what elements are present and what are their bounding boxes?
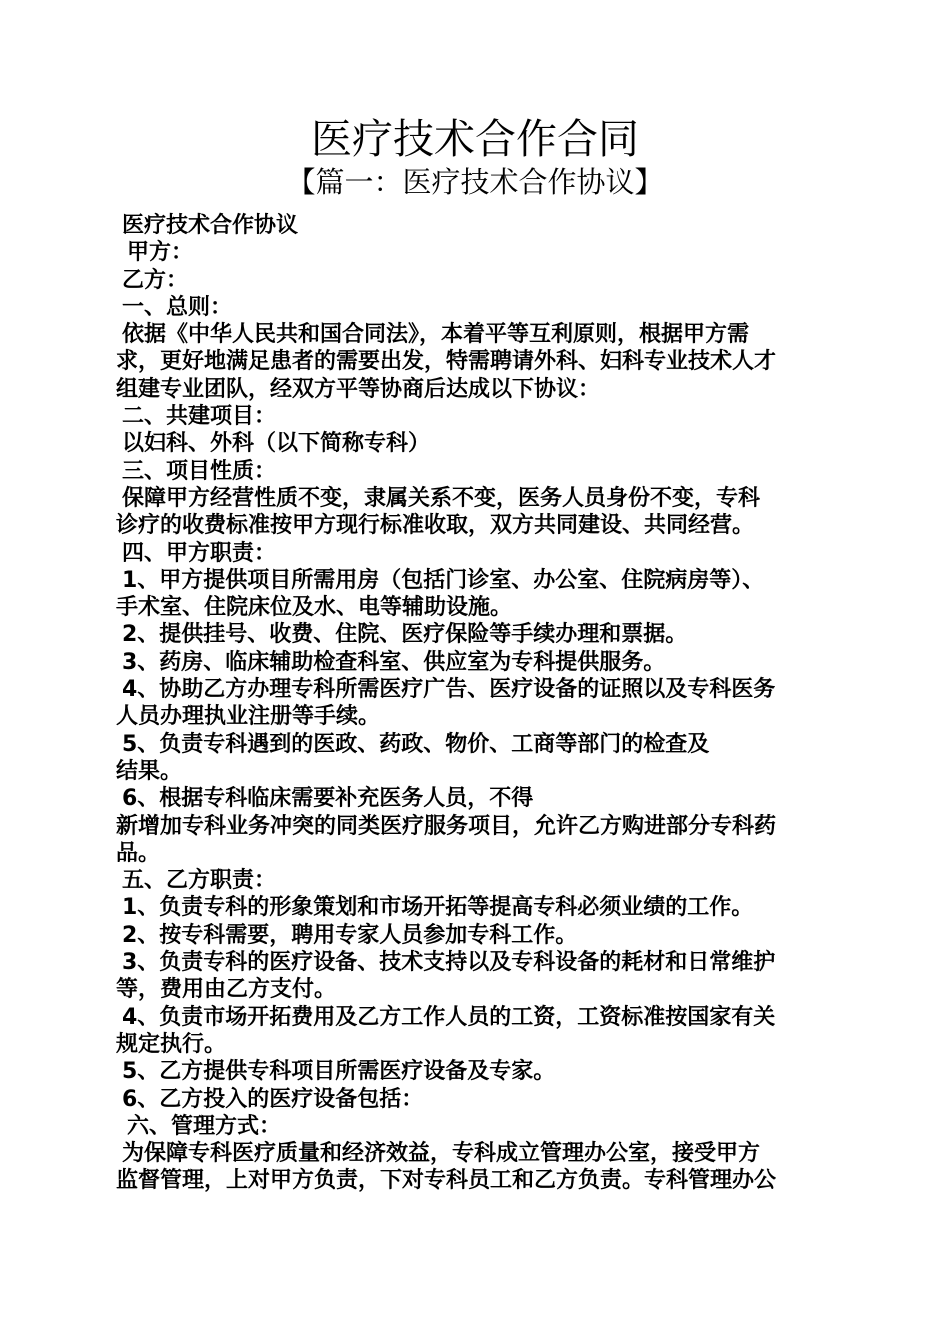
list-item: 1、负责专科的形象策划和市场开拓等提高专科必须业绩的工作。: [122, 895, 754, 921]
paragraph-line: 为保障专科医疗质量和经济效益，专科成立管理办公室，接受甲方: [122, 1141, 761, 1167]
party-a-label: 甲方：: [127, 240, 194, 266]
paragraph-line: 以妇科、外科（以下简称专科）: [122, 431, 431, 457]
list-item-continuation: 品。: [116, 840, 161, 866]
list-item: 4、负责市场开拓费用及乙方工作人员的工资，工资标准按国家有关: [122, 1004, 776, 1030]
list-item: 4、协助乙方办理专科所需医疗广告、医疗设备的证照以及专科医务: [122, 677, 776, 703]
document-body: [116, 212, 840, 1195]
paragraph-line: 监督管理，上对甲方负责，下对专科员工和乙方负责。专科管理办公: [116, 1168, 777, 1194]
section-heading-general: 一、总则：: [122, 294, 233, 320]
section-heading-project: 二、共建项目：: [122, 404, 277, 430]
list-item: 6、乙方投入的医疗设备包括：: [122, 1086, 424, 1112]
section-heading-party-a-duties: 四、甲方职责：: [122, 540, 277, 566]
list-item: 3、负责专科的医疗设备、技术支持以及专科设备的耗材和日常维护: [122, 950, 776, 976]
paragraph-line: 求，更好地满足患者的需要出发，特需聘请外科、妇科专业技术人才: [116, 349, 777, 375]
list-item: 2、按专科需要，聘用专家人员参加专科工作。: [122, 922, 578, 948]
document-title: 医疗技术合作合同: [311, 115, 639, 163]
paragraph-line: 保障甲方经营性质不变，隶属关系不变，医务人员身份不变，专科: [122, 485, 761, 511]
list-item-continuation: 等，费用由乙方支付。: [116, 977, 337, 1003]
section-heading-nature: 三、项目性质：: [122, 458, 277, 484]
paragraph-line: 组建专业团队，经双方平等协商后达成以下协议：: [116, 376, 601, 402]
section-heading-party-b-duties: 五、乙方职责：: [122, 868, 277, 894]
list-item: 6、根据专科临床需要补充医务人员，不得: [122, 786, 534, 812]
list-item-continuation: 规定执行。: [116, 1031, 227, 1057]
section-heading-agreement: 医疗技术合作协议: [122, 213, 299, 238]
paragraph-line: 诊疗的收费标准按甲方现行标准收取，双方共同建设、共同经营。: [116, 513, 755, 539]
list-item: 3、药房、临床辅助检查科室、供应室为专科提供服务。: [122, 649, 666, 675]
list-item-continuation: 新增加专科业务冲突的同类医疗服务项目，允许乙方购进部分专科药: [116, 813, 777, 839]
list-item-continuation: 结果。: [116, 758, 183, 784]
list-item-continuation: 手术室、住院床位及水、电等辅助设施。: [116, 595, 513, 621]
list-item: 2、提供挂号、收费、住院、医疗保险等手续办理和票据。: [122, 622, 688, 648]
document-subtitle: 【篇一：医疗技术合作协议】: [286, 165, 664, 199]
section-heading-management: 六、管理方式：: [127, 1113, 282, 1139]
list-item-continuation: 人员办理执业注册等手续。: [116, 704, 381, 730]
party-b-label: 乙方：: [122, 267, 189, 293]
paragraph-line: 依据《中华人民共和国合同法》，本着平等互利原则，根据甲方需: [122, 322, 750, 348]
list-item: 5、乙方提供专科项目所需医疗设备及专家。: [122, 1059, 556, 1085]
list-item: 5、负责专科遇到的医政、药政、物价、工商等部门的检查及: [122, 731, 710, 757]
list-item: 1、甲方提供项目所需用房（包括门诊室、办公室、住院病房等）、: [122, 567, 765, 593]
